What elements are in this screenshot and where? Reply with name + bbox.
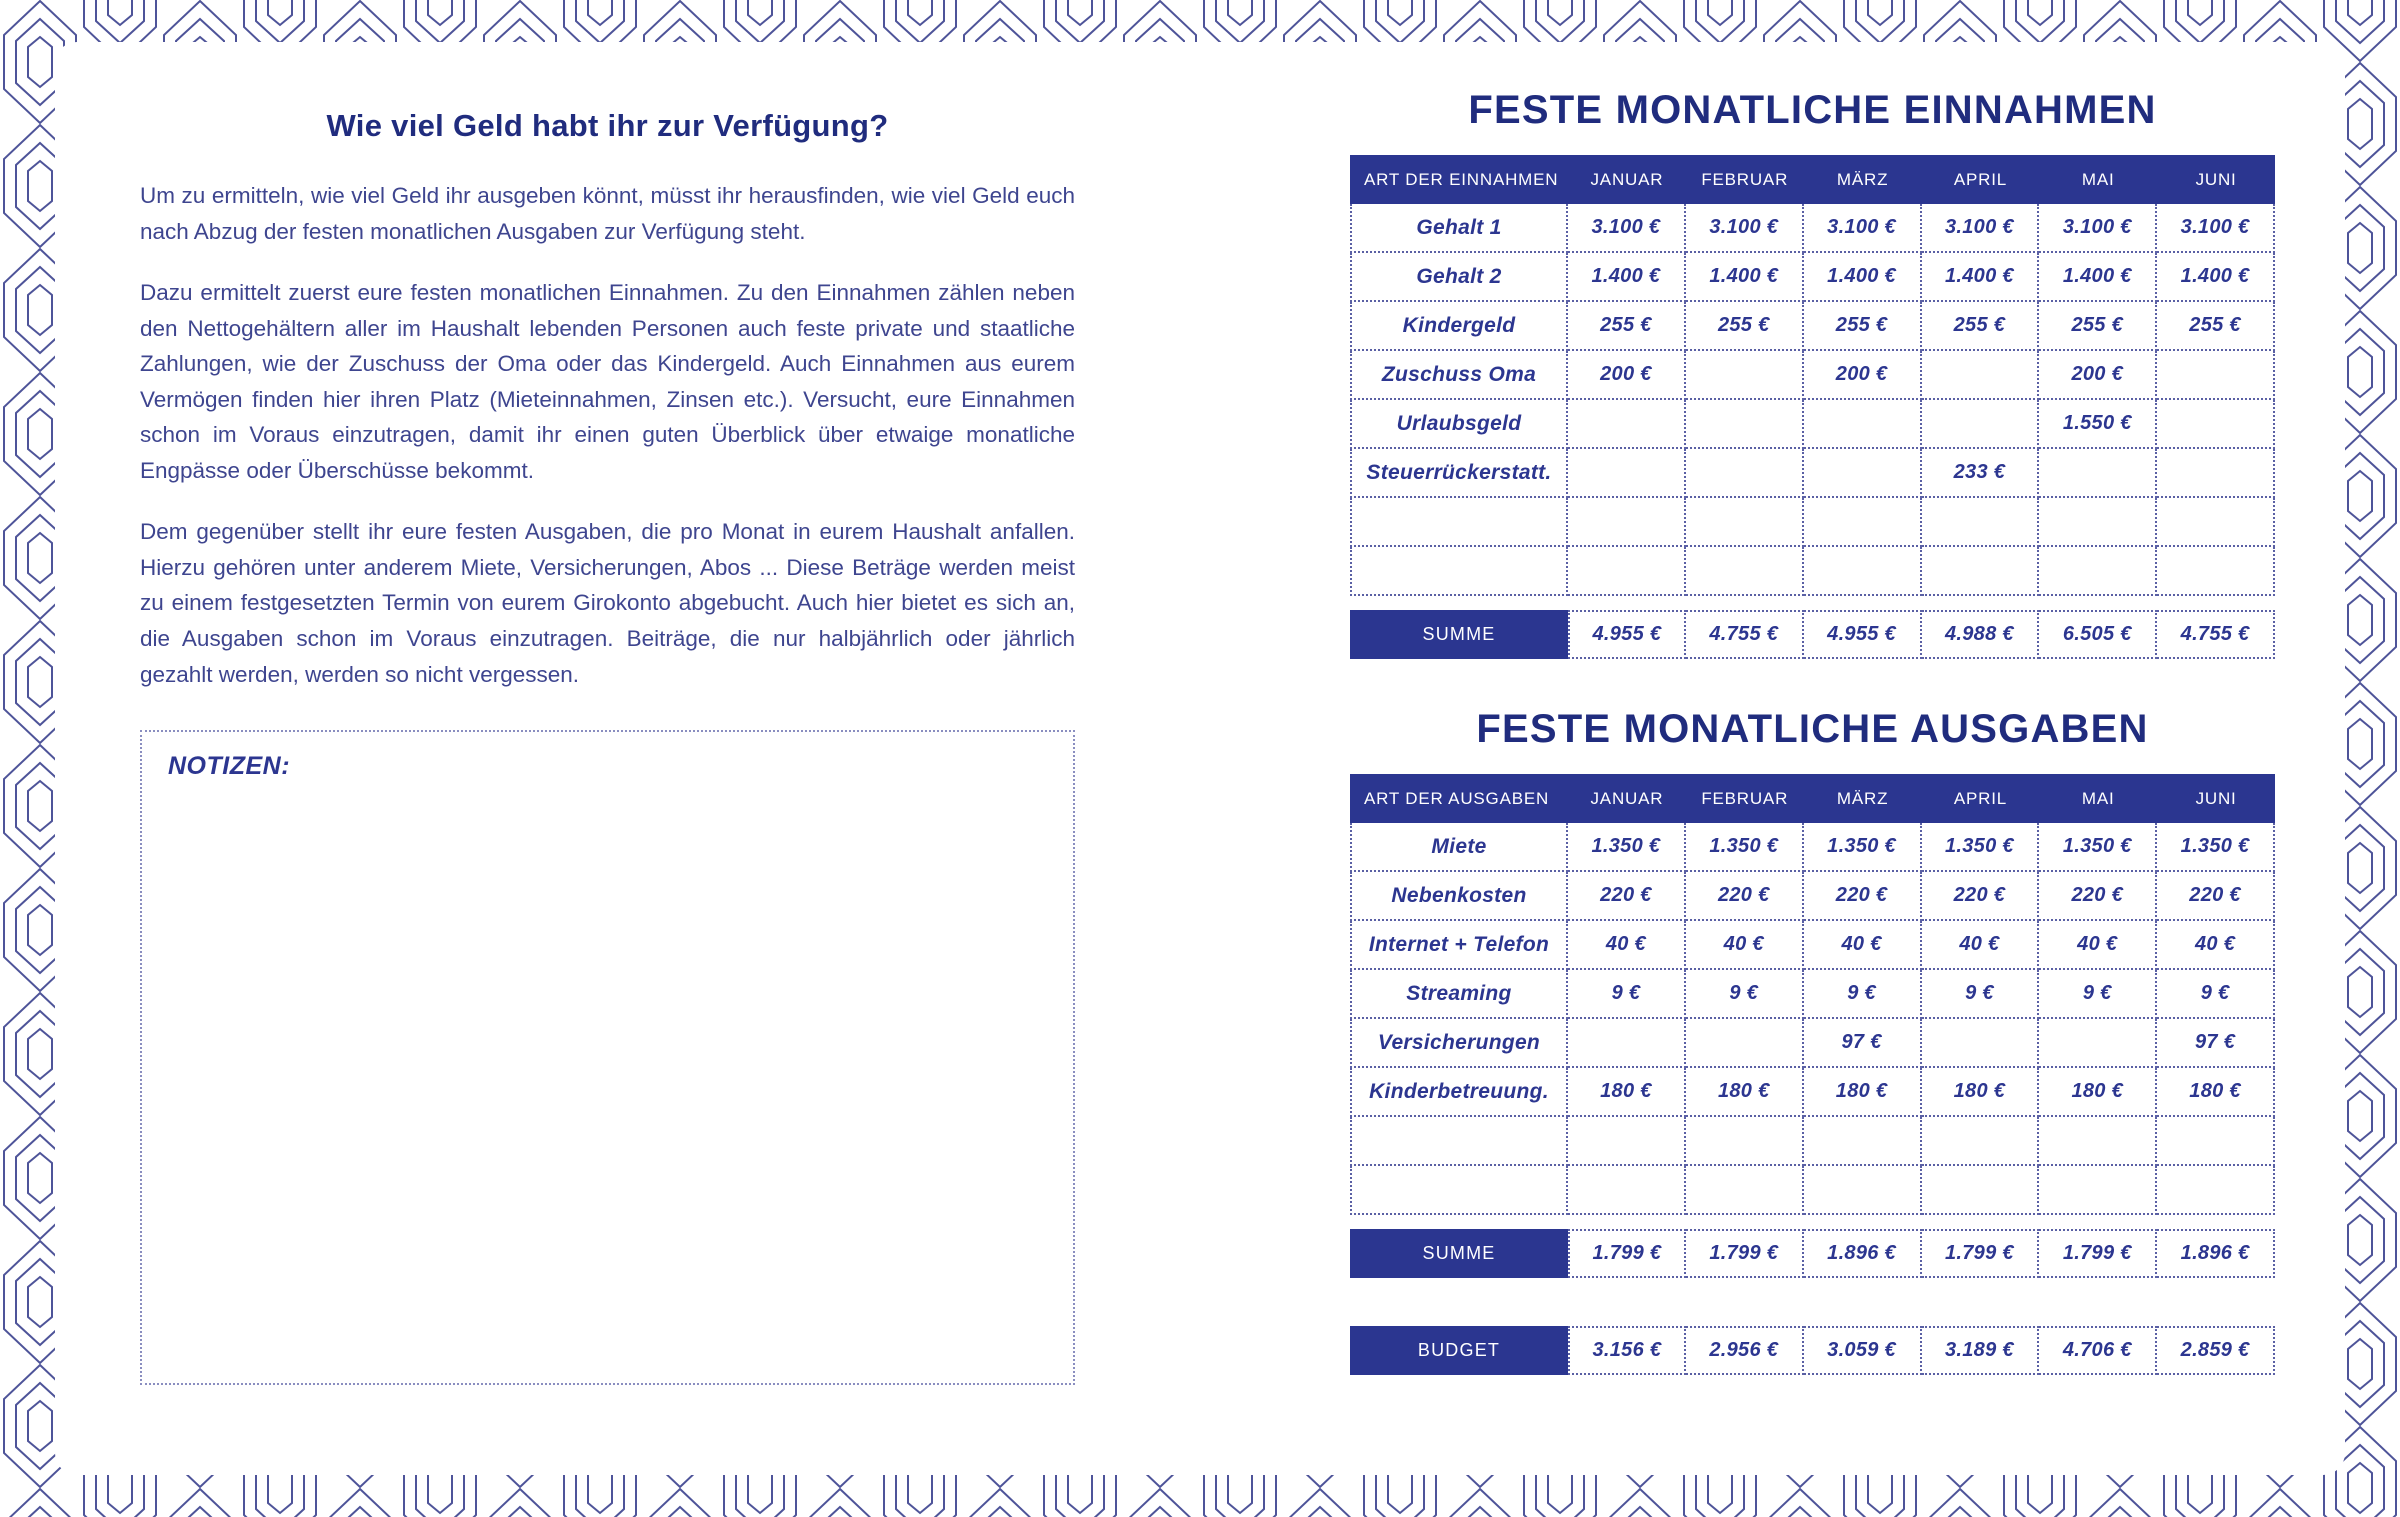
row-label bbox=[1350, 498, 1568, 547]
notes-box bbox=[140, 730, 1075, 1385]
value-cell: 3.100 € bbox=[1922, 204, 2040, 253]
value-cell bbox=[2157, 400, 2275, 449]
value-cell bbox=[1686, 1117, 1804, 1166]
value-cell: 40 € bbox=[1922, 921, 2040, 970]
table-row bbox=[1350, 400, 2275, 449]
column-header: MAI bbox=[2081, 169, 2115, 189]
value-cell: 255 € bbox=[1922, 302, 2040, 351]
column-header: APRIL bbox=[1953, 169, 2007, 189]
value-cell bbox=[2157, 449, 2275, 498]
table-row bbox=[1350, 253, 2275, 302]
income-table bbox=[1350, 155, 2275, 659]
value-cell bbox=[2157, 1166, 2275, 1215]
value-cell: 9 € bbox=[1804, 970, 1922, 1019]
value-cell bbox=[1686, 1019, 1804, 1068]
table-row bbox=[1350, 1117, 2275, 1166]
value-cell: 3.100 € bbox=[2157, 204, 2275, 253]
value-cell: 9 € bbox=[1686, 970, 1804, 1019]
column-header: FEBRUAR bbox=[1701, 169, 1789, 189]
value-cell bbox=[2039, 1166, 2157, 1215]
summe-value: 4.755 € bbox=[1686, 610, 1804, 659]
value-cell: 97 € bbox=[2157, 1019, 2275, 1068]
intro-paragraph-1: Um zu ermitteln, wie viel Geld ihr ausgeben könnt, müsst ihr herausfinden, wie viel Geld euch nach Abzug der festen monatlichen Ausgaben zur Verfügung steht. bbox=[140, 183, 1075, 244]
row-label: Miete bbox=[1350, 823, 1568, 872]
expense-header-row bbox=[1350, 774, 2275, 823]
table-row bbox=[1350, 921, 2275, 970]
column-header: JANUAR bbox=[1590, 788, 1664, 808]
value-cell: 40 € bbox=[1804, 921, 1922, 970]
value-cell: 1.350 € bbox=[1922, 823, 2040, 872]
value-cell bbox=[1568, 1166, 1686, 1215]
summe-value: 1.896 € bbox=[2157, 1229, 2275, 1278]
value-cell bbox=[1922, 1117, 2040, 1166]
value-cell: 200 € bbox=[2039, 351, 2157, 400]
value-cell: 1.400 € bbox=[2039, 253, 2157, 302]
value-cell: 1.350 € bbox=[1568, 823, 1686, 872]
budget-value: 3.059 € bbox=[1804, 1326, 1922, 1375]
value-cell: 3.100 € bbox=[1804, 204, 1922, 253]
value-cell bbox=[1568, 1117, 1686, 1166]
value-cell: 200 € bbox=[1804, 351, 1922, 400]
table-row bbox=[1350, 449, 2275, 498]
value-cell bbox=[1804, 498, 1922, 547]
row-label: Streaming bbox=[1350, 970, 1568, 1019]
summe-value: 4.988 € bbox=[1922, 610, 2040, 659]
summe-value: 1.799 € bbox=[1686, 1229, 1804, 1278]
table-row bbox=[1350, 498, 2275, 547]
value-cell: 220 € bbox=[2157, 872, 2275, 921]
budget-row bbox=[1350, 1326, 2275, 1375]
column-header: MÄRZ bbox=[1836, 169, 1889, 189]
table-row bbox=[1350, 547, 2275, 596]
value-cell bbox=[1568, 1019, 1686, 1068]
value-cell: 255 € bbox=[1568, 302, 1686, 351]
value-cell: 3.100 € bbox=[2039, 204, 2157, 253]
value-cell bbox=[2039, 498, 2157, 547]
value-cell bbox=[1804, 400, 1922, 449]
summe-value: 1.799 € bbox=[2039, 1229, 2157, 1278]
value-cell: 1.350 € bbox=[2039, 823, 2157, 872]
value-cell bbox=[1568, 498, 1686, 547]
value-cell bbox=[2157, 351, 2275, 400]
row-label: Kinderbetreuung. bbox=[1350, 1068, 1568, 1117]
row-label: Internet + Telefon bbox=[1350, 921, 1568, 970]
value-cell bbox=[2039, 449, 2157, 498]
summe-value: 4.955 € bbox=[1804, 610, 1922, 659]
value-cell bbox=[1804, 547, 1922, 596]
row-label: Kindergeld bbox=[1350, 302, 1568, 351]
value-cell: 40 € bbox=[1568, 921, 1686, 970]
value-cell: 1.550 € bbox=[2039, 400, 2157, 449]
expense-table-title: FESTE MONATLICHE AUSGABEN bbox=[1476, 707, 2149, 751]
value-cell: 220 € bbox=[1804, 872, 1922, 921]
value-cell: 9 € bbox=[1922, 970, 2040, 1019]
value-cell bbox=[1922, 1019, 2040, 1068]
value-cell: 220 € bbox=[1568, 872, 1686, 921]
value-cell bbox=[1922, 547, 2040, 596]
value-cell bbox=[1686, 449, 1804, 498]
budget-label: BUDGET bbox=[1350, 1326, 1568, 1375]
value-cell: 180 € bbox=[2039, 1068, 2157, 1117]
column-header: MAI bbox=[2081, 788, 2115, 808]
income-summe-label: SUMME bbox=[1350, 610, 1568, 659]
value-cell: 97 € bbox=[1804, 1019, 1922, 1068]
column-header: JANUAR bbox=[1590, 169, 1664, 189]
value-cell: 9 € bbox=[2157, 970, 2275, 1019]
value-cell bbox=[2039, 547, 2157, 596]
value-cell: 3.100 € bbox=[1568, 204, 1686, 253]
value-cell bbox=[1568, 449, 1686, 498]
row-label: Urlaubsgeld bbox=[1350, 400, 1568, 449]
value-cell bbox=[1804, 449, 1922, 498]
row-label bbox=[1350, 1166, 1568, 1215]
value-cell: 1.350 € bbox=[2157, 823, 2275, 872]
value-cell: 255 € bbox=[2039, 302, 2157, 351]
left-column bbox=[55, 42, 1175, 1475]
column-header: ART DER AUSGABEN bbox=[1364, 788, 1550, 808]
expense-summe-label: SUMME bbox=[1350, 1229, 1568, 1278]
value-cell bbox=[1804, 1117, 1922, 1166]
value-cell: 220 € bbox=[2039, 872, 2157, 921]
value-cell bbox=[1686, 547, 1804, 596]
value-cell: 180 € bbox=[1922, 1068, 2040, 1117]
row-label: Steuerrückerstatt. bbox=[1350, 449, 1568, 498]
value-cell: 40 € bbox=[1686, 921, 1804, 970]
table-row bbox=[1350, 1019, 2275, 1068]
table-row bbox=[1350, 970, 2275, 1019]
value-cell: 1.400 € bbox=[1568, 253, 1686, 302]
intro-paragraph-2: Dazu ermittelt zuerst eure festen monatlichen Einnahmen. Zu den Einnahmen zählen neben den Nettogehältern aller im Haushalt lebenden Personen auch feste private und staatliche Zahlungen, wie der Zuschuss der Oma oder das Kindergeld. Auch Einnahmen aus eurem Vermögen finden hier ihren Platz (Mieteinnahmen, Zinsen etc.). Versucht, eure Einnahmen schon im Voraus einzutragen, damit ihr einen guten Überblick über etwaige monatliche Engpässe oder Überschüsse bekommt. bbox=[140, 280, 1075, 483]
value-cell bbox=[2039, 1117, 2157, 1166]
summe-value: 1.799 € bbox=[1568, 1229, 1686, 1278]
value-cell: 220 € bbox=[1686, 872, 1804, 921]
value-cell: 1.350 € bbox=[1804, 823, 1922, 872]
value-cell: 1.400 € bbox=[1922, 253, 2040, 302]
value-cell: 1.400 € bbox=[1804, 253, 1922, 302]
row-label: Zuschuss Oma bbox=[1350, 351, 1568, 400]
value-cell bbox=[2039, 1019, 2157, 1068]
value-cell bbox=[1804, 1166, 1922, 1215]
value-cell: 180 € bbox=[2157, 1068, 2275, 1117]
table-row bbox=[1350, 351, 2275, 400]
summe-value: 1.896 € bbox=[1804, 1229, 1922, 1278]
value-cell: 40 € bbox=[2039, 921, 2157, 970]
expense-table bbox=[1350, 774, 2275, 1278]
value-cell: 1.350 € bbox=[1686, 823, 1804, 872]
value-cell bbox=[1568, 400, 1686, 449]
budget-value: 3.156 € bbox=[1568, 1326, 1686, 1375]
value-cell: 255 € bbox=[2157, 302, 2275, 351]
value-cell: 180 € bbox=[1804, 1068, 1922, 1117]
value-cell bbox=[1922, 498, 2040, 547]
income-table-title: FESTE MONATLICHE EINNAHMEN bbox=[1468, 88, 2157, 132]
value-cell: 9 € bbox=[1568, 970, 1686, 1019]
value-cell: 1.400 € bbox=[2157, 253, 2275, 302]
budget-value: 3.189 € bbox=[1922, 1326, 2040, 1375]
summe-value: 4.955 € bbox=[1568, 610, 1686, 659]
value-cell bbox=[2157, 547, 2275, 596]
income-summe-row bbox=[1350, 610, 2275, 659]
value-cell bbox=[1686, 1166, 1804, 1215]
table-row bbox=[1350, 872, 2275, 921]
table-row bbox=[1350, 1166, 2275, 1215]
value-cell: 220 € bbox=[1922, 872, 2040, 921]
value-cell bbox=[1568, 547, 1686, 596]
budget-value: 2.859 € bbox=[2157, 1326, 2275, 1375]
value-cell bbox=[1686, 498, 1804, 547]
value-cell bbox=[2157, 498, 2275, 547]
row-label: Gehalt 2 bbox=[1350, 253, 1568, 302]
value-cell: 233 € bbox=[1922, 449, 2040, 498]
column-header: APRIL bbox=[1953, 788, 2007, 808]
intro-paragraph-3: Dem gegenüber stellt ihr eure festen Ausgaben, die pro Monat in eurem Haushalt anfallen. Hierzu gehören unter anderem Miete, Versicherungen, Abos ... Diese Beträge werden meist zu einem festgesetzten Termin von eurem Girokonto abgebucht. Auch hier bietet es sich an, die Ausgaben schon im Voraus einzutragen. Beiträge, die nur halbjährlich oder jährlich gezahlt werden, werden so nicht vergessen. bbox=[140, 519, 1075, 687]
value-cell bbox=[1922, 1166, 2040, 1215]
value-cell: 9 € bbox=[2039, 970, 2157, 1019]
column-header: FEBRUAR bbox=[1701, 788, 1789, 808]
summe-value: 4.755 € bbox=[2157, 610, 2275, 659]
table-row bbox=[1350, 204, 2275, 253]
value-cell bbox=[2157, 1117, 2275, 1166]
row-label bbox=[1350, 547, 1568, 596]
income-header-row bbox=[1350, 155, 2275, 204]
value-cell: 200 € bbox=[1568, 351, 1686, 400]
row-label bbox=[1350, 1117, 1568, 1166]
value-cell: 180 € bbox=[1568, 1068, 1686, 1117]
column-header: ART DER EINNAHMEN bbox=[1364, 169, 1559, 189]
column-header: JUNI bbox=[2195, 788, 2237, 808]
budget-value: 2.956 € bbox=[1686, 1326, 1804, 1375]
row-label: Nebenkosten bbox=[1350, 872, 1568, 921]
value-cell: 1.400 € bbox=[1686, 253, 1804, 302]
page-heading: Wie viel Geld habt ihr zur Verfügung? bbox=[326, 108, 889, 143]
budget-value: 4.706 € bbox=[2039, 1326, 2157, 1375]
row-label: Gehalt 1 bbox=[1350, 204, 1568, 253]
value-cell: 255 € bbox=[1686, 302, 1804, 351]
table-row bbox=[1350, 302, 2275, 351]
value-cell bbox=[1922, 400, 2040, 449]
row-label: Versicherungen bbox=[1350, 1019, 1568, 1068]
value-cell bbox=[1686, 351, 1804, 400]
summe-value: 6.505 € bbox=[2039, 610, 2157, 659]
value-cell: 180 € bbox=[1686, 1068, 1804, 1117]
value-cell bbox=[1686, 400, 1804, 449]
column-header: JUNI bbox=[2195, 169, 2237, 189]
content-panel bbox=[55, 42, 2345, 1475]
right-column bbox=[1175, 42, 2345, 1475]
value-cell: 40 € bbox=[2157, 921, 2275, 970]
value-cell bbox=[1922, 351, 2040, 400]
table-row bbox=[1350, 823, 2275, 872]
value-cell: 3.100 € bbox=[1686, 204, 1804, 253]
summe-value: 1.799 € bbox=[1922, 1229, 2040, 1278]
value-cell: 255 € bbox=[1804, 302, 1922, 351]
table-row bbox=[1350, 1068, 2275, 1117]
expense-summe-row bbox=[1350, 1229, 2275, 1278]
column-header: MÄRZ bbox=[1836, 788, 1889, 808]
notes-label: NOTIZEN: bbox=[168, 752, 291, 781]
